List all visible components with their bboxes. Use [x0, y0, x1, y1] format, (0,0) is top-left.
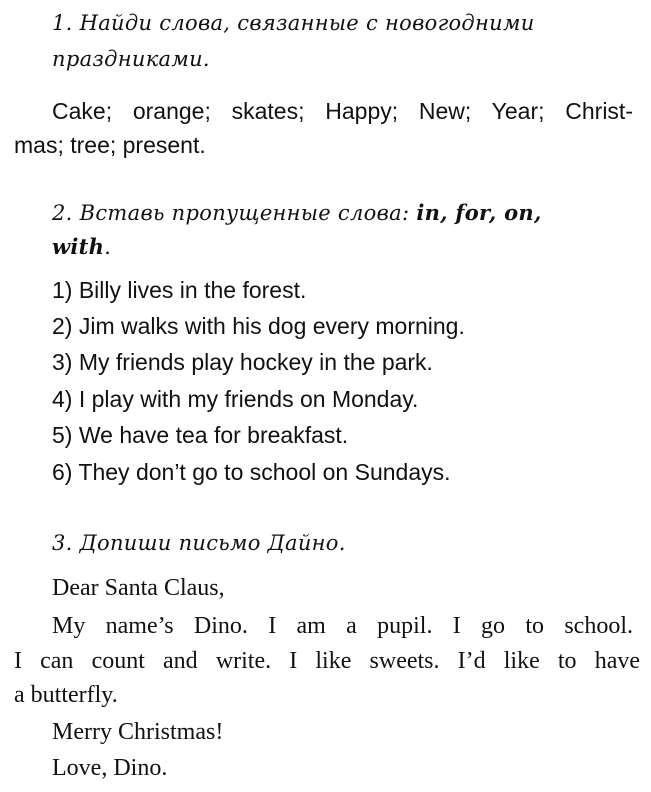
task2-heading-end: . [104, 235, 112, 259]
task1-number: 1. [52, 11, 73, 35]
letter-greeting: Dear Santa Claus, [52, 575, 225, 601]
task2-heading-line2 [52, 232, 111, 262]
task2-heading-line1 [52, 198, 542, 228]
task3-number: 3. [52, 531, 73, 555]
letter-signoff: Love, Dino. [52, 755, 168, 781]
task2-number: 2. [52, 201, 73, 225]
task2-heading-text: Вставь пропущенные слова: [79, 201, 410, 225]
task2-item: 3) My friends play hockey in the park. [52, 349, 433, 375]
task1-answer-line1: Cake; orange; skates; Happy; New; Year; Christ- [52, 98, 633, 124]
task3-heading-text: Допиши письмо Дайно. [79, 531, 346, 555]
task2-heading-words-cont: with [52, 234, 105, 259]
task2-item: 1) Billy lives in the forest. [52, 277, 307, 303]
task2-heading-words: in, for, on, [416, 200, 542, 225]
letter-body-line1: My name’s Dino. I am a pupil. I go to school. [52, 613, 633, 639]
task2-item: 5) We have tea for breakfast. [52, 422, 349, 448]
task2-item: 6) They don’t go to school on Sundays. [52, 459, 451, 485]
letter-body-line2: I can count and write. I like sweets. I’d like to have [14, 648, 640, 674]
task1-answer-line2: mas; tree; present. [14, 132, 206, 158]
letter-body-line3: a butterfly. [14, 682, 118, 708]
task1-heading-line1 [52, 8, 535, 38]
letter-wish: Merry Christmas! [52, 719, 224, 745]
task3-heading [52, 528, 346, 558]
task2-item: 4) I play with my friends on Monday. [52, 386, 419, 412]
task1-heading-text: Найди слова, связанные с новогодними [79, 11, 535, 35]
task2-item: 2) Jim walks with his dog every morning. [52, 313, 465, 339]
task1-heading-line2: праздниками. [52, 47, 210, 71]
